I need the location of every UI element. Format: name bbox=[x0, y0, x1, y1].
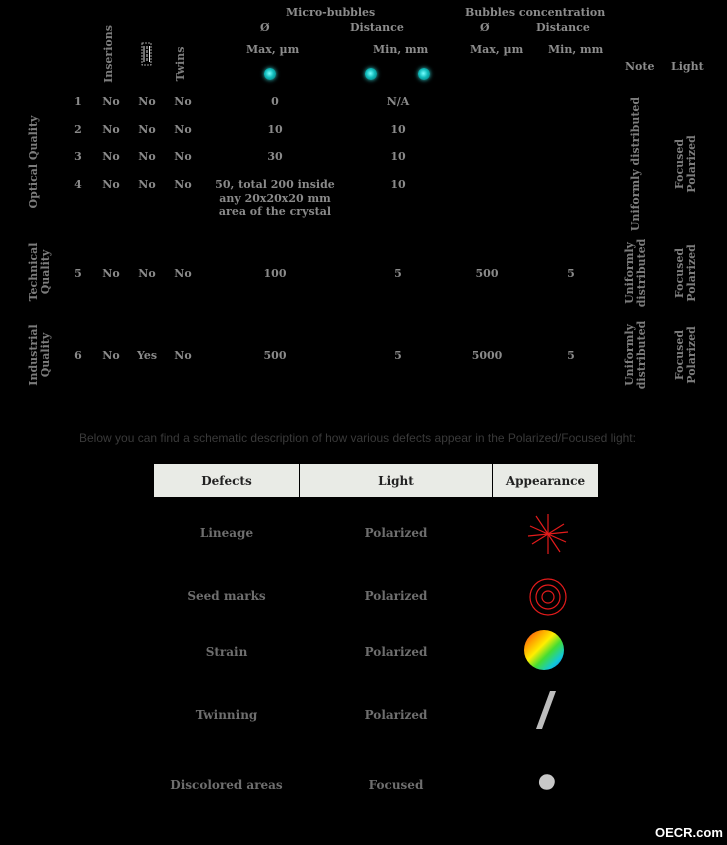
row-5-bc-distance: 5 bbox=[567, 267, 575, 280]
diagonal-bar-icon bbox=[534, 690, 558, 734]
row-6-bc-max: 5000 bbox=[471, 349, 503, 362]
light-optical: Focused Polarized bbox=[673, 135, 698, 193]
header-twins: Twins bbox=[174, 46, 187, 82]
row-3-number: 3 bbox=[74, 150, 82, 163]
defect-light-strain: Polarized bbox=[364, 645, 428, 659]
blob-icon bbox=[537, 773, 557, 795]
row-4-mb-max: 50, total 200 inside any 20x20x20 mm area of the crystal bbox=[215, 178, 335, 218]
header-micro-bubbles: Micro-bubbles bbox=[286, 6, 376, 19]
group-label-technical: Technical Quality bbox=[27, 242, 52, 302]
micro-bubble-icon bbox=[365, 68, 377, 80]
header-inserions: Inserions bbox=[102, 25, 115, 83]
group-label-industrial: Industrial Quality bbox=[27, 324, 52, 386]
note-optical: Uniformly distributed bbox=[629, 96, 642, 232]
header-diameter-1: Ø bbox=[260, 21, 270, 34]
row-6-number: 6 bbox=[74, 349, 82, 362]
header-distance-2: Distance bbox=[536, 21, 590, 34]
header-min-mm-2: Min, mm bbox=[548, 43, 604, 56]
header-note: Note bbox=[625, 60, 655, 73]
header-min-mm-1: Min, mm bbox=[373, 43, 429, 56]
intro-text: Below you can find a schematic description of how various defects appear in the Polarized/Focused light: bbox=[79, 431, 636, 445]
defect-light-twinning: Polarized bbox=[364, 708, 428, 722]
note-industrial: Uniformly distributed bbox=[623, 320, 648, 390]
defects-header-light: Light bbox=[300, 464, 492, 497]
row-4-mb-distance: 10 bbox=[390, 178, 406, 191]
defect-name-seed-marks: Seed marks bbox=[187, 589, 266, 603]
defects-header-defects: Defects bbox=[154, 464, 299, 497]
header-distance-1: Distance bbox=[350, 21, 404, 34]
row-4-number: 4 bbox=[74, 178, 82, 191]
header-column-2-graphic bbox=[141, 42, 152, 66]
row-3-col2: No bbox=[138, 150, 156, 163]
micro-bubble-icon bbox=[418, 68, 430, 80]
row-2-twins: No bbox=[174, 123, 192, 136]
row-5-mb-max: 100 bbox=[263, 267, 287, 280]
row-1-mb-max: 0 bbox=[271, 95, 279, 108]
micro-bubble-icon bbox=[264, 68, 276, 80]
row-6-mb-max: 500 bbox=[263, 349, 287, 362]
row-2-mb-distance: 10 bbox=[390, 123, 406, 136]
row-5-twins: No bbox=[174, 267, 192, 280]
row-1-col2: No bbox=[138, 95, 156, 108]
row-3-twins: No bbox=[174, 150, 192, 163]
defect-light-discolored-areas: Focused bbox=[368, 778, 424, 792]
row-4-col2: No bbox=[138, 178, 156, 191]
note-technical: Uniformly distributed bbox=[623, 238, 648, 308]
row-4-twins: No bbox=[174, 178, 192, 191]
row-5-bc-max: 500 bbox=[475, 267, 499, 280]
lineage-star-icon bbox=[526, 512, 570, 560]
header-max-um-1: Max, µm bbox=[246, 43, 300, 56]
row-5-col2: No bbox=[138, 267, 156, 280]
row-6-mb-distance: 5 bbox=[394, 349, 402, 362]
site-logo[interactable]: OECR.com bbox=[655, 825, 723, 840]
row-6-twins: No bbox=[174, 349, 192, 362]
header-max-um-2: Max, µm bbox=[470, 43, 524, 56]
light-technical: Focused Polarized bbox=[673, 244, 698, 302]
light-industrial: Focused Polarized bbox=[673, 326, 698, 384]
row-6-bc-distance: 5 bbox=[567, 349, 575, 362]
row-2-number: 2 bbox=[74, 123, 82, 136]
row-5-number: 5 bbox=[74, 267, 82, 280]
row-6-inserions: No bbox=[102, 349, 120, 362]
row-3-inserions: No bbox=[102, 150, 120, 163]
group-label-optical: Optical Quality bbox=[27, 115, 40, 209]
row-6-col2: Yes bbox=[136, 349, 158, 362]
row-5-mb-distance: 5 bbox=[394, 267, 402, 280]
row-3-mb-distance: 10 bbox=[390, 150, 406, 163]
row-1-twins: No bbox=[174, 95, 192, 108]
row-1-mb-distance: N/A bbox=[386, 95, 410, 108]
defect-name-discolored-areas: Discolored areas bbox=[170, 778, 283, 792]
header-bubbles-concentration: Bubbles concentration bbox=[465, 6, 606, 19]
defect-name-lineage: Lineage bbox=[199, 526, 254, 540]
header-light: Light bbox=[671, 60, 704, 73]
defect-light-lineage: Polarized bbox=[364, 526, 428, 540]
row-4-inserions: No bbox=[102, 178, 120, 191]
header-diameter-2: Ø bbox=[480, 21, 490, 34]
row-3-mb-max: 30 bbox=[267, 150, 283, 163]
row-1-number: 1 bbox=[74, 95, 82, 108]
row-5-inserions: No bbox=[102, 267, 120, 280]
defect-name-twinning: Twinning bbox=[195, 708, 258, 722]
rainbow-disc-icon bbox=[524, 630, 564, 670]
row-1-inserions: No bbox=[102, 95, 120, 108]
defect-name-strain: Strain bbox=[205, 645, 248, 659]
row-2-mb-max: 10 bbox=[267, 123, 283, 136]
row-2-col2: No bbox=[138, 123, 156, 136]
concentric-circles-icon bbox=[528, 577, 568, 621]
defects-header-appearance: Appearance bbox=[493, 464, 598, 497]
defect-light-seed-marks: Polarized bbox=[364, 589, 428, 603]
row-2-inserions: No bbox=[102, 123, 120, 136]
